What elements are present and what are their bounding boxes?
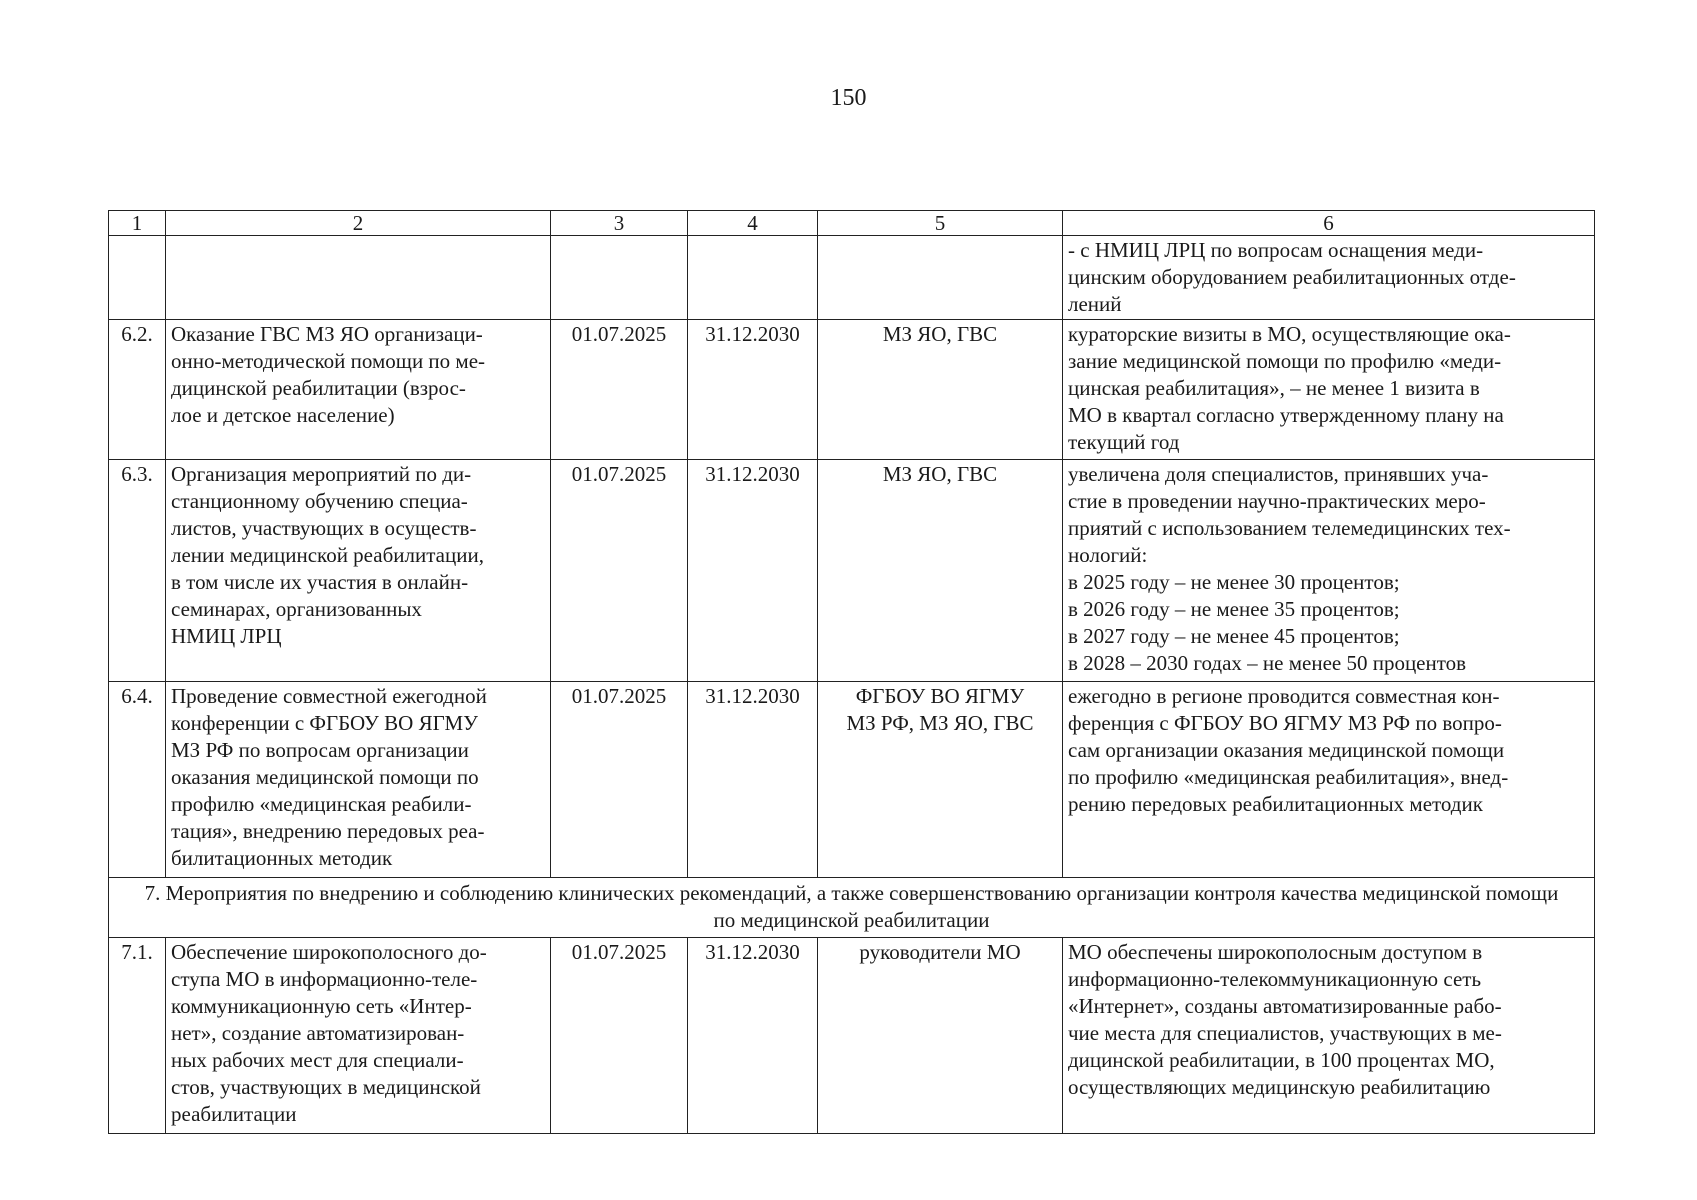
executor-cell: МЗ ЯО, ГВС [818, 320, 1063, 460]
end-date-cell: 31.12.2030 [688, 938, 818, 1134]
executor-cell: МЗ ЯО, ГВС [818, 460, 1063, 682]
table-row-continuation [109, 236, 1595, 320]
activity-plan-table [108, 210, 1595, 1134]
start-date-cell: 01.07.2025 [551, 938, 688, 1134]
page-number: 150 [830, 85, 867, 111]
result-cell: - с НМИЦ ЛРЦ по вопросам оснащения меди- цинским оборудованием реабилитационных отде- лений [1063, 236, 1595, 320]
activity-cell: Организация мероприятий по ди- станционному обучению специа- листов, участвующих в осуществ- лении медицинской реабилитации, в том числе их участия в онлайн- семинарах, организованных НМИЦ ЛРЦ [166, 460, 551, 682]
result-cell: кураторские визиты в МО, осуществляющие ока- зание медицинской помощи по профилю «меди- цинская реабилитация», – не менее 1 визита в МО в квартал согласно утвержденному плану на текущий год [1063, 320, 1595, 460]
table-header-row [109, 211, 1595, 236]
end-date-cell: 31.12.2030 [688, 460, 818, 682]
executor-cell: руководители МО [818, 938, 1063, 1134]
end-date-cell: 31.12.2030 [688, 320, 818, 460]
activity-cell [166, 236, 551, 320]
column-header-1: 1 [109, 211, 166, 236]
activity-cell: Проведение совместной ежегодной конференции с ФГБОУ ВО ЯГМУ МЗ РФ по вопросам организации оказания медицинской помощи по профилю «медицинская реабили- тация», внедрению передовых реа- билитационных методик [166, 682, 551, 878]
end-date-cell: 31.12.2030 [688, 682, 818, 878]
column-header-3: 3 [551, 211, 688, 236]
activity-cell: Оказание ГВС МЗ ЯО организаци- онно-методической помощи по ме- дицинской реабилитации (взрос- лое и детское население) [166, 320, 551, 460]
table-row-7-1 [109, 938, 1595, 1134]
column-header-5: 5 [818, 211, 1063, 236]
start-date-cell: 01.07.2025 [551, 682, 688, 878]
row-number: 6.4. [109, 682, 166, 878]
table-row-6-4 [109, 682, 1595, 878]
column-header-4: 4 [688, 211, 818, 236]
start-date-cell [551, 236, 688, 320]
row-number [109, 236, 166, 320]
executor-cell [818, 236, 1063, 320]
result-cell: увеличена доля специалистов, принявших уча- стие в проведении научно-практических меро- приятий с использованием телемедицинских тех- нологий: в 2025 году – не менее 30 процентов; в 2026 году – не менее 35 процентов; в 2027 году – не менее 45 процентов; в 2028 – 2030 годах – не менее 50 процентов [1063, 460, 1595, 682]
row-number: 6.2. [109, 320, 166, 460]
activity-cell: Обеспечение широкополосного до- ступа МО в информационно-теле- коммуникационную сеть «Интер- нет», создание автоматизирован- ных рабочих мест для специали- стов, участвующих в медицинской реабилитации [166, 938, 551, 1134]
start-date-cell: 01.07.2025 [551, 320, 688, 460]
table-row-6-2 [109, 320, 1595, 460]
start-date-cell: 01.07.2025 [551, 460, 688, 682]
result-cell: ежегодно в регионе проводится совместная кон- ференция с ФГБОУ ВО ЯГМУ МЗ РФ по вопро- сам организации оказания медицинской помощи по профилю «медицинская реабилитация», внед- рению передовых реабилитационных методик [1063, 682, 1595, 878]
end-date-cell [688, 236, 818, 320]
column-header-2: 2 [166, 211, 551, 236]
section-7-title: 7. Мероприятия по внедрению и соблюдению клинических рекомендаций, а также совершенствованию организации контроля качества медицинской помощи по медицинской реабилитации [109, 878, 1595, 938]
executor-cell: ФГБОУ ВО ЯГМУ МЗ РФ, МЗ ЯО, ГВС [818, 682, 1063, 878]
table-row-6-3 [109, 460, 1595, 682]
result-cell: МО обеспечены широкополосным доступом в информационно-телекоммуникационную сеть «Интернет», созданы автоматизированные рабо- чие места для специалистов, участвующих в ме- дицинской реабилитации, в 100 процентах МО, осуществляющих медицинскую реабилитацию [1063, 938, 1595, 1134]
section-heading-row [109, 878, 1595, 938]
row-number: 7.1. [109, 938, 166, 1134]
column-header-6: 6 [1063, 211, 1595, 236]
row-number: 6.3. [109, 460, 166, 682]
